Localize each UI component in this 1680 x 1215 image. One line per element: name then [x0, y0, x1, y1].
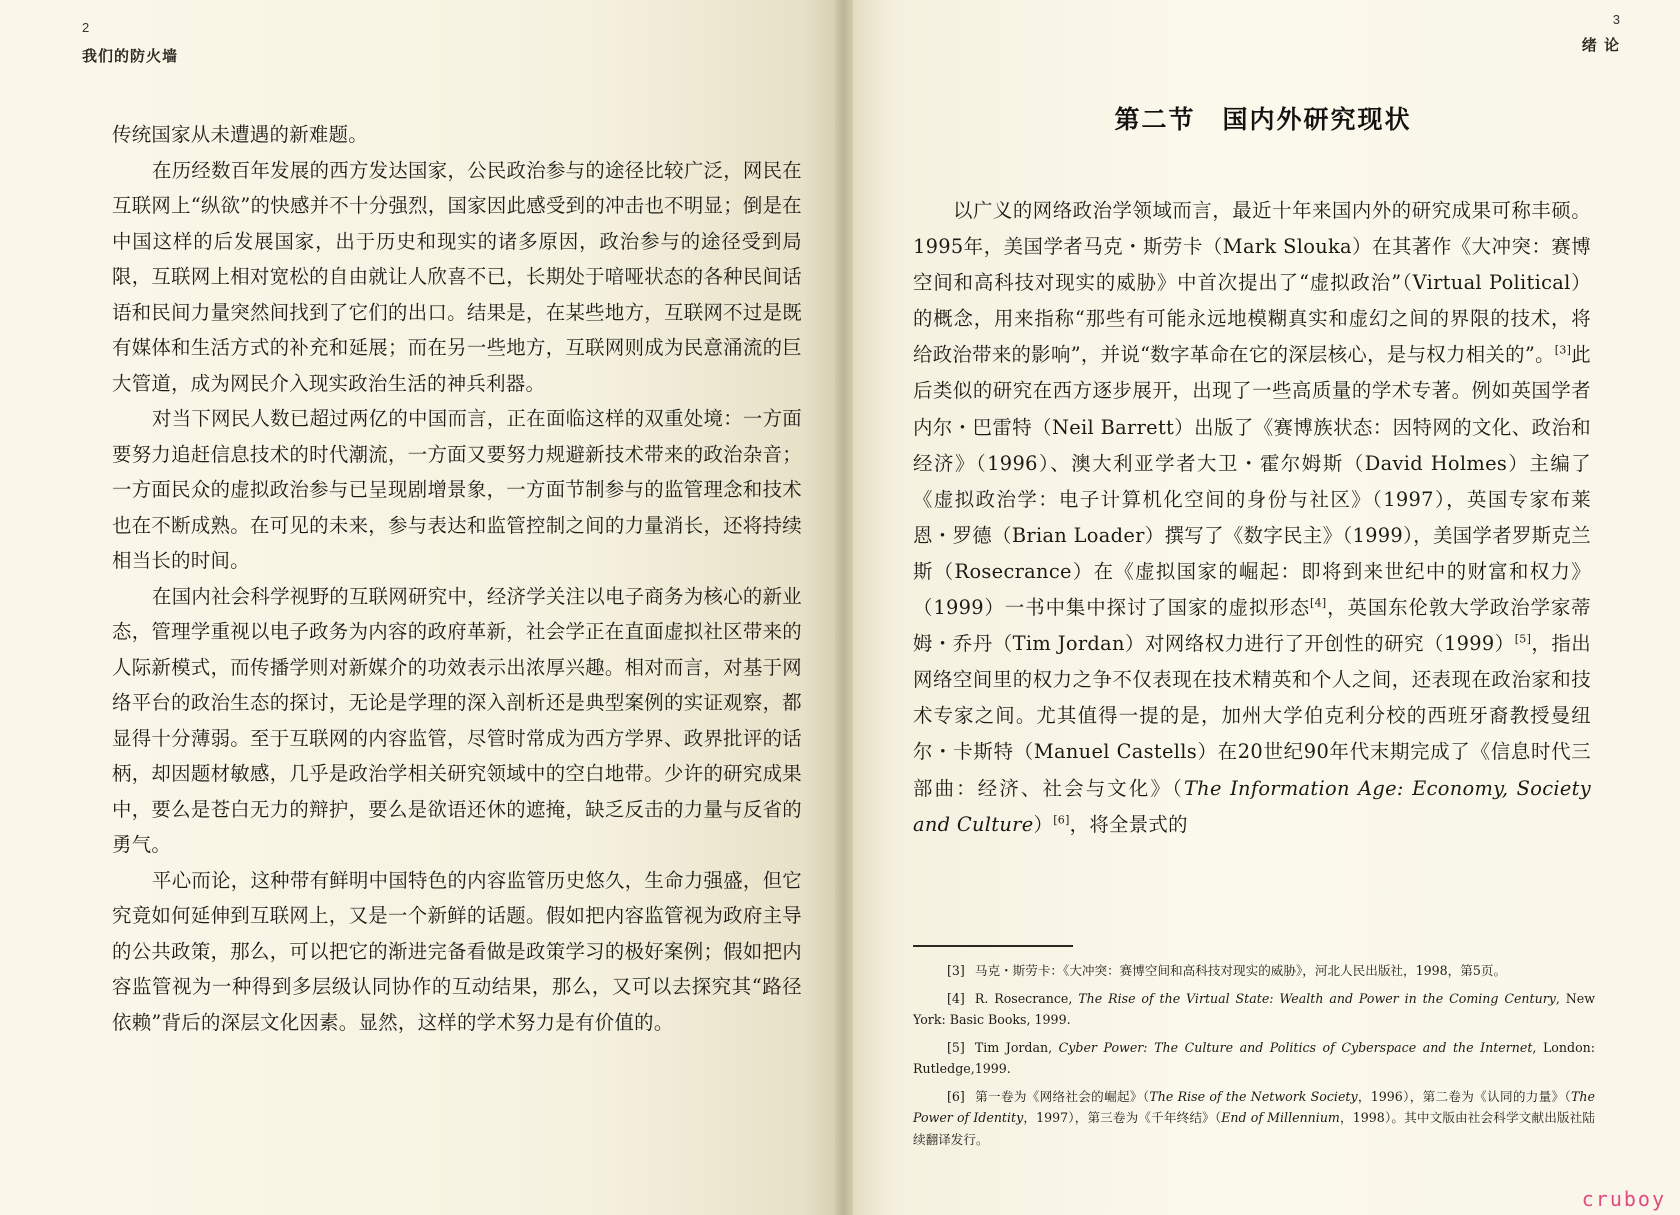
text-run: ，将全景式的 — [1069, 812, 1188, 836]
footnote-italic: End of Millennium — [1221, 1110, 1340, 1125]
left-body-text — [112, 117, 802, 1040]
paragraph: 平心而论，这种带有鲜明中国特色的内容监管历史悠久，生命力强盛，但它究竟如何延伸到互联网上，又是一个新鲜的话题。假如把内容监管视为政府主导的公共政策，那么，可以把它的渐进完备看做是政策学习的极好案例；假如把内容监管视为一种得到多层级认同协作的互动结果，那么，又可以去探究其“路径依赖”背后的深层文化因素。显然，这样的学术努力是有价值的。 — [112, 868, 802, 1034]
paragraph: 在历经数百年发展的西方发达国家，公民政治参与的途径比较广泛，网民在互联网上“纵欲”的快感并不十分强烈，国家因此感受到的冲击也不明显；倒是在中国这样的后发展国家，出于历史和现实的诸多原因，政治参与的途径受到局限，互联网上相对宽松的自由就让人欣喜不已，长期处于喑哑状态的各种民间话语和民间力量突然间找到了它们的出口。结果是，在某些地方，互联网不过是既有媒体和生活方式的补充和延展；而在另一些地方，互联网则成为民意涌流的巨大管道，成为网民介入现实政治生活的神兵利器。 — [112, 158, 802, 395]
footnote-text: , New York: Basic Books, 1999. — [913, 990, 1595, 1027]
footnote — [913, 988, 1595, 1031]
footnote-number: [6] — [947, 1088, 965, 1104]
footnote-ref: [5] — [1514, 632, 1532, 646]
footnote-text: R. Rosecrance, — [974, 990, 1079, 1006]
footnote-text: Tim Jordan, — [974, 1039, 1059, 1055]
footnote-number: [4] — [947, 990, 965, 1006]
footnote — [913, 1086, 1595, 1151]
footnote-italic: Cyber Power: The Culture and Politics of Cyberspace and the Internet — [1058, 1039, 1533, 1055]
right-page — [853, 0, 1680, 1215]
text-run: ，英国东伦敦大学政治学家蒂姆・乔丹（Tim Jordan）对网络权力进行了开创性的研究（1999） — [913, 596, 1591, 656]
running-head-right: 绪 论 — [1581, 36, 1620, 54]
footnote-ref: [6] — [1053, 813, 1070, 827]
text-run: 以广义的网络政治学领域而言，最近十年来国内外的研究成果可称丰硕。1995年，美国学者马克・斯劳卡（Mark Slouka）在其著作《大冲突：赛博空间和高科技对现实的威胁》中首次提出了“虚拟政治”（Virtual Political）的概念，用来指称“那些有可能永远地模糊真实和虚幻之间的界限的技术，将给政治带来的影响”，并说“数字革命在它的深层核心，是与权力相关的”。 — [913, 199, 1591, 367]
book-title-italic: The Information Age: Economy, Society and Culture — [913, 776, 1591, 836]
left-page — [0, 0, 835, 1215]
footnote-italic: The Rise of the Virtual State: Wealth and Power in the Coming Century — [1078, 990, 1556, 1006]
footnote-text: ，1996），第二卷为《认同的力量》（ — [1357, 1088, 1572, 1104]
paragraph: 在国内社会科学视野的互联网研究中，经济学关注以电子商务为核心的新业态，管理学重视以电子政务为内容的政府革新，社会学正在直面虚拟社区带来的人际新模式，而传播学则对新媒介的功效表示出浓厚兴趣。相对而言，对基于网络平台的政治生态的探讨，无论是学理的深入剖析还是典型案例的实证观察，都显得十分薄弱。至于互联网的内容监管，尽管时常成为西方学界、政界批评的话柄，却因题材敏感，几乎是政治学相关研究领域中的空白地带。少许的研究成果中，要么是苍白无力的辩护，要么是欲语还休的遮掩，缺乏反击的力量与反省的勇气。 — [112, 584, 802, 856]
footnote-text: , London: Rutledge,1999. — [913, 1039, 1595, 1076]
text-run: 此后类似的研究在西方逐步展开，出现了一些高质量的学术专著。例如英国学者内尔・巴雷特（Neil Barrett）出版了《赛博族状态：因特网的文化、政治和经济》（1996）、澳大利亚学者大卫・霍尔姆斯（David Holmes）主编了《虚拟政治学：电子计算机化空间的身份与社区》（1997），英国专家布莱恩・罗德（Brian Loader）撰写了《数字民主》（1999），美国学者罗斯克兰斯（Rosecrance）在《虚拟国家的崛起：即将到来世纪中的财富和权力》（1999）一书中集中探讨了国家的虚拟形态 — [913, 343, 1591, 620]
running-head-left: 我们的防火墙 — [82, 47, 179, 65]
section-title: 第二节 国内外研究现状 — [1114, 105, 1412, 134]
paragraph: 对当下网民人数已超过两亿的中国而言，正在面临这样的双重处境：一方面要努力追赶信息技术的时代潮流，一方面又要努力规避新技术带来的政治杂音；一方面民众的虚拟政治参与已呈现剧增景象，一方面节制参与的监管理念和技术也在不断成熟。在可见的未来，参与表达和监管控制之间的力量消长，还将持续相当长的时间。 — [112, 407, 802, 572]
footnote-italic: The Power of Identity — [913, 1088, 1595, 1125]
footnote — [913, 1037, 1595, 1080]
footnote-number: [3] — [947, 963, 965, 978]
paragraph — [913, 193, 1591, 843]
paragraph: 传统国家从未遭遇的新难题。 — [112, 123, 368, 146]
footnote-ref: [4] — [1310, 596, 1327, 610]
footnote-text: ，1998）。其中文版由社会科学文献出版社陆续翻译发行。 — [913, 1110, 1595, 1147]
footnote-text: ，1997），第三卷为《千年终结》（ — [1023, 1110, 1222, 1125]
text-run: ） — [1033, 812, 1054, 836]
book-gutter — [835, 0, 853, 1215]
footnotes — [913, 960, 1595, 1156]
scanner-watermark: cruboy — [1581, 1187, 1666, 1211]
footnote-divider — [913, 945, 1073, 947]
page-number-right: 3 — [1612, 12, 1620, 27]
text-run: ，指出网络空间里的权力之争不仅表现在技术精英和个人之间，还表现在政治家和技术专家之间。尤其值得一提的是，加州大学伯克利分校的西班牙裔教授曼纽尔・卡斯特（Manuel Castells）在20世纪90年代末期完成了《信息时代三部曲：经济、社会与文化》（ — [913, 632, 1591, 800]
footnote-number: [5] — [947, 1039, 965, 1055]
page-number-left: 2 — [82, 20, 90, 35]
right-body-text — [913, 193, 1591, 843]
footnote-italic: The Rise of the Network Society — [1149, 1088, 1358, 1104]
footnote-ref: [3] — [1554, 343, 1572, 357]
footnote-text: 马克・斯劳卡：《大冲突：赛博空间和高科技对现实的威胁》，河北人民出版社，1998，第5页。 — [974, 963, 1507, 978]
footnote — [913, 960, 1595, 982]
footnote-text: 第一卷为《网络社会的崛起》（ — [974, 1088, 1150, 1104]
